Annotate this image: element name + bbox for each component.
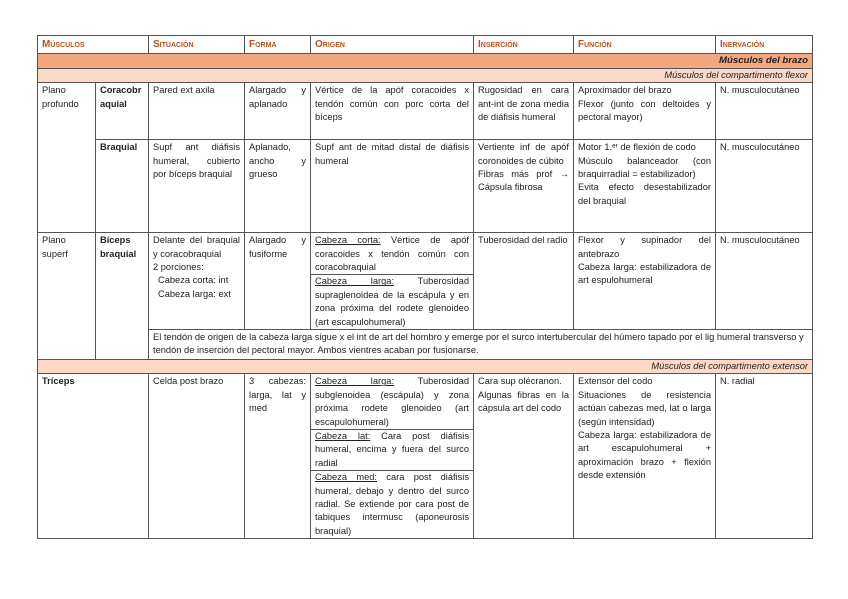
header-musculos: Músculos xyxy=(38,36,149,54)
inervacion: N. musculocutáneo xyxy=(716,140,813,233)
section-title: Músculos del brazo xyxy=(38,54,813,68)
plano-superf: Plano superf xyxy=(38,233,96,360)
situacion: Pared ext axila xyxy=(149,83,245,140)
origen: Cabeza larga: Tuberosidad subglenoidea (escápula) y zona próxima rodete glenoideo (art escapulohumeral) Cabeza lat: Cara post diáfisis humeral, encima y fuera del surco radial Cabeza med: cara post diáfisis humeral, debajo y dentro del surco radial. Se extiende por cara post de tabiques intermusc (aponeurosis braquial) xyxy=(311,374,474,539)
situacion: Delante del braquial y coracobraquial 2 porciones: Cabeza corta: int Cabeza larga: ext xyxy=(149,233,245,330)
funcion: Aproximador del brazo Flexor (junto con deltoides y pectoral mayor) xyxy=(574,83,716,140)
header-insercion: Inserción xyxy=(474,36,574,54)
origen: Cabeza corta: Vértice de apóf coracoides x tendón común con coracobraquial Cabeza larga: Tuberosidad supraglenoidea de la escápula y en zona próxima del rodete glenoideo (art escapulohumeral) xyxy=(311,233,474,330)
header-forma: Forma xyxy=(245,36,311,54)
header-row xyxy=(38,36,813,54)
funcion: Flexor y supinador del antebrazo Cabeza larga: estabilizadora de art espulohumeral xyxy=(574,233,716,330)
forma: 3 cabezas: larga, lat y med xyxy=(245,374,311,539)
forma: Alargado y fusiforme xyxy=(245,233,311,330)
funcion: Motor 1.ᵉʳ de flexión de codo Músculo balanceador (con braquirradial = estabilizador) Evita efecto desestabilizador del braquial xyxy=(574,140,716,233)
muscle-name: Tríceps xyxy=(42,376,75,387)
header-funcion: Función xyxy=(574,36,716,54)
table-row xyxy=(38,140,813,233)
muscle-name: Bíceps braquial xyxy=(100,235,137,259)
insercion: Cara sup olécranon. Algunas fibras en la cápsula art del codo xyxy=(474,374,574,539)
situacion: Supf ant diáfisis humeral, cubierto por bíceps braquial xyxy=(149,140,245,233)
forma: Aplanado, ancho y grueso xyxy=(245,140,311,233)
table-row xyxy=(38,83,813,140)
muscle-name: Coracobraquial xyxy=(100,85,142,109)
muscle-name: Braquial xyxy=(100,142,138,153)
header-origen: Origen xyxy=(311,36,474,54)
situacion: Celda post brazo xyxy=(149,374,245,539)
header-situacion: Situación xyxy=(149,36,245,54)
header-inervacion: Inervación xyxy=(716,36,813,54)
insercion: Vertiente inf de apóf coronoides de cúbito Fibras más prof → Cápsula fibrosa xyxy=(474,140,574,233)
insercion: Tuberosidad del radio xyxy=(474,233,574,330)
biceps-note: El tendón de origen de la cabeza larga sigue x el int de art del hombro y emerge por el surco intertubercular del húmero tapado por el lig humeral transverso y tendón de inserción del pectoral mayor. Ambos vientres acaban por fusionarse. xyxy=(149,330,813,360)
funcion: Extensor del codo Situaciones de resistencia actúan cabezas med, lat o larga (según intensidad) Cabeza larga: estabilizadora de art escapulohumeral + aproximación brazo + flexión desde extensión xyxy=(574,374,716,539)
table-row xyxy=(38,233,813,330)
plano-profundo: Plano profundo xyxy=(38,83,96,233)
flexor-title: Músculos del compartimento flexor xyxy=(38,68,813,82)
inervacion: N. musculocutáneo xyxy=(716,233,813,330)
insercion: Rugosidad en cara ant-int de zona media de diáfisis humeral xyxy=(474,83,574,140)
extensor-title: Músculos del compartimento extensor xyxy=(38,359,813,373)
origen: Supf ant de mitad distal de diáfisis humeral xyxy=(311,140,474,233)
inervacion: N. musculocutáneo xyxy=(716,83,813,140)
muscles-table xyxy=(37,35,813,539)
origen: Vértice de la apóf coracoides x tendón común con porc corta del bíceps xyxy=(311,83,474,140)
forma: Alargado y aplanado xyxy=(245,83,311,140)
table-row xyxy=(38,374,813,539)
inervacion: N. radial xyxy=(716,374,813,539)
